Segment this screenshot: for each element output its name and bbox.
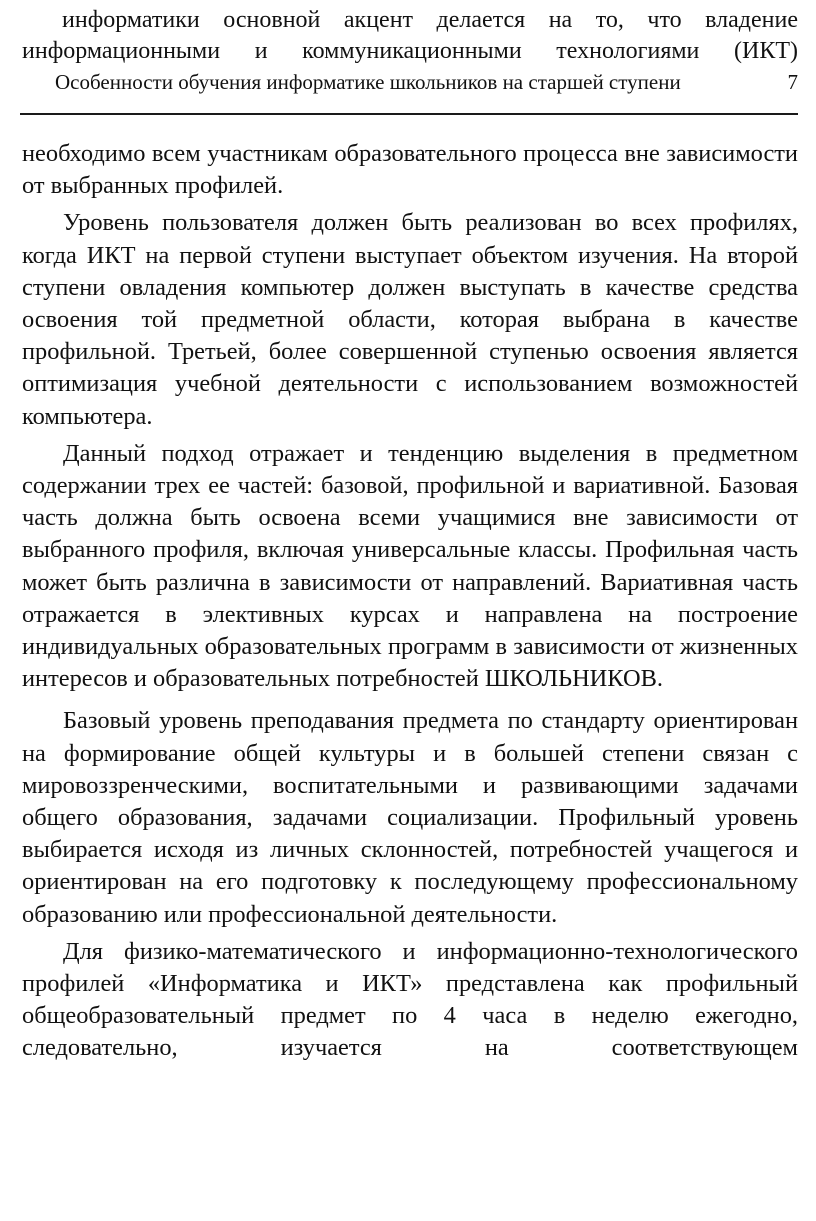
running-header-title: Особенности обучения информатике школьников на старшей ступени	[55, 70, 681, 94]
body-text	[22, 138, 798, 1065]
carryover-line-1: информатики основной акцент делается на то, что владение	[62, 7, 798, 33]
paragraph-continuation: необходимо всем участникам образовательного процесса вне зависимости от выбранных профилей.	[22, 140, 798, 200]
page-number: 7	[787, 70, 798, 94]
paragraph-base-level: Базовый уровень преподавания предмета по стандарту ориентирован на формирование общей культуры и в большей степени связан с мировоззренческими, воспитательными и развивающими задачами общего образования, задачами социализации. Профильный уровень выбирается исходя из личных склонностей, потребностей учащегося и ориентирован на его подготовку к последующему профессиональному образованию или профессиональной деятельности.	[22, 707, 798, 928]
running-header	[55, 68, 798, 96]
carryover-line-2: информационными и коммуникационными технологиями (ИКТ)	[22, 38, 798, 64]
paragraph-user-level: Уровень пользователя должен быть реализован во всех профилях, когда ИКТ на первой ступени выступает объектом изучения. На второй ступени овладения компьютер должен выступать в качестве средства освоения той предметной области, которая выбрана в качестве профильной. Третьей, более совершенной ступенью освоения является оптимизация учебной деятельности с использованием возможностей компьютера.	[22, 209, 798, 430]
paragraph-profiles: Для физико-математического и информационно-технологического профилей «Информатика и ИКТ» представлена как профильный общеобразовательный предмет по 4 часа в неделю ежегодно, следовательно, изучается на соответствующем	[22, 937, 798, 1062]
paragraph-approach: Данный подход отражает и тенденцию выделения в предметном содержании трех ее частей: базовой, профильной и вариативной. Базовая часть должна быть освоена всеми учащимися вне зависимости от выбранного профиля, включая универсальные классы. Профильная часть может быть различна в зависимости от направлений. Вариативная часть отражается в элективных курсах и направлена на построение индивидуальных образовательных программ в зависимости от жизненных интересов и образовательных потребностей ШКОЛЬНИКОВ.	[22, 439, 798, 693]
header-rule	[20, 113, 798, 115]
